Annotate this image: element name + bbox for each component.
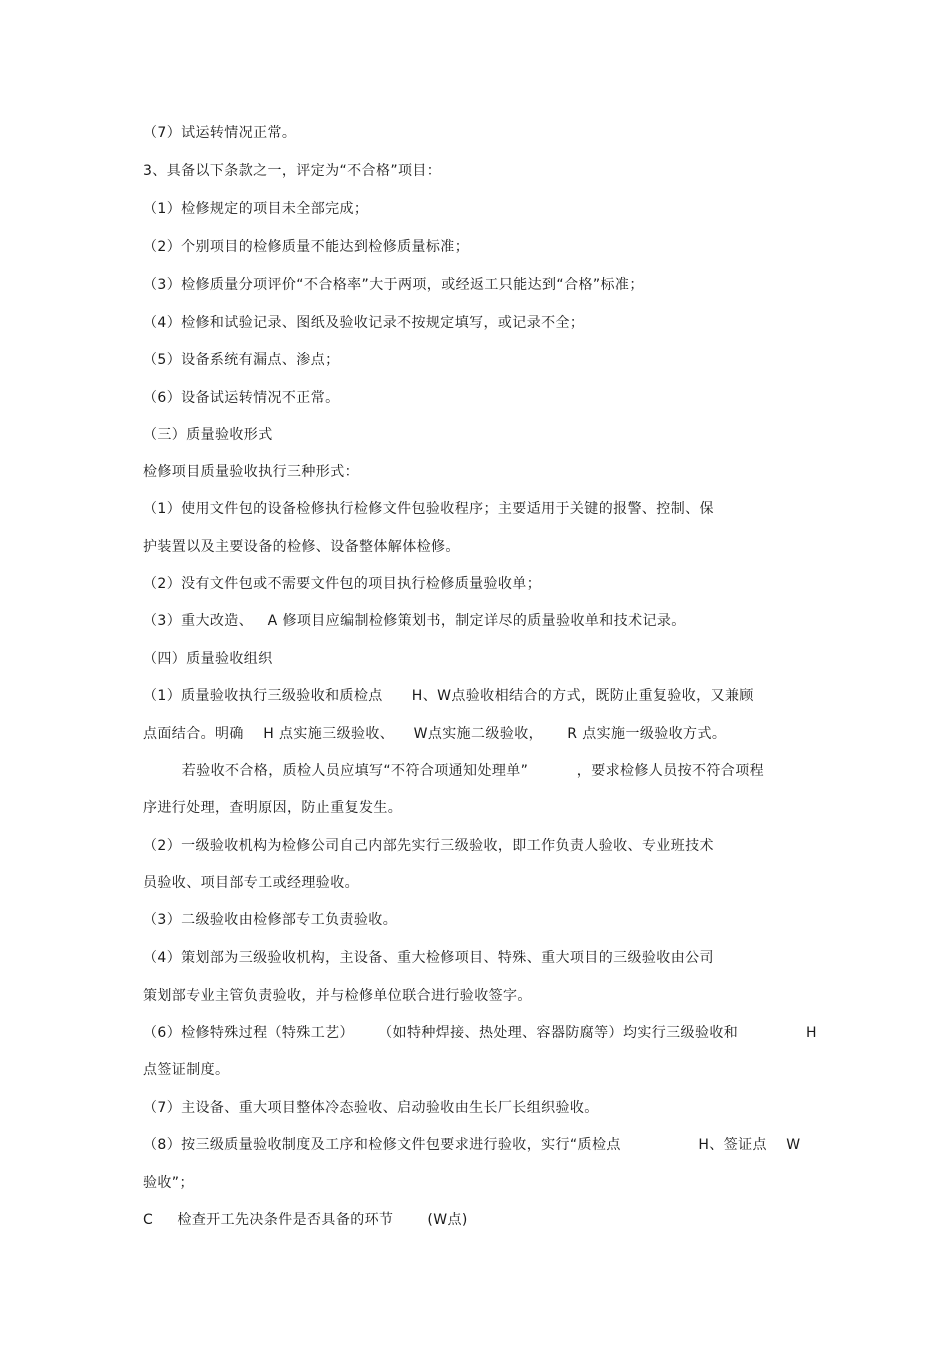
- paragraph-line: （3）二级验收由检修部专工负责验收。: [143, 912, 398, 928]
- paragraph-line: （7）试运转情况正常。: [143, 125, 297, 141]
- paragraph-line: （6）设备试运转情况不正常。: [143, 390, 340, 406]
- section-heading: （三）质量验收形式: [143, 427, 273, 443]
- paragraph-line: （5）设备系统有漏点、渗点；: [143, 352, 340, 368]
- paragraph-line: （7）主设备、重大项目整体冷态验收、启动验收由生长厂长组织验收。: [143, 1100, 599, 1116]
- paragraph-line: （6）检修特殊过程（特殊工艺） （如特种焊接、热处理、容器防腐等）均实行三级验收和 H: [143, 1025, 817, 1041]
- paragraph-line: 3、具备以下条款之一，评定为“不合格”项目：: [143, 163, 442, 179]
- paragraph-line: 策划部专业主管负责验收，并与检修单位联合进行验收签字。: [143, 988, 532, 1004]
- paragraph-line: （3）检修质量分项评价“不合格率”大于两项，或经返工只能达到“合格”标准；: [143, 277, 644, 293]
- paragraph-line: 若验收不合格，质检人员应填写“不符合项通知处理单” ，要求检修人员按不符合项程: [143, 763, 765, 779]
- paragraph-line: （4）检修和试验记录、图纸及验收记录不按规定填写，或记录不全；: [143, 315, 585, 331]
- paragraph-line: （1）检修规定的项目未全部完成；: [143, 201, 369, 217]
- paragraph-line: （3）重大改造、 A 修项目应编制检修策划书，制定详尽的质量验收单和技术记录。: [143, 613, 686, 629]
- paragraph-line: C 检查开工先决条件是否具备的环节 (W点): [143, 1212, 468, 1228]
- paragraph-line: （4）策划部为三级验收机构，主设备、重大检修项目、特殊、重大项目的三级验收由公司: [143, 950, 714, 966]
- paragraph-line: （2）个别项目的检修质量不能达到检修质量标准；: [143, 239, 470, 255]
- paragraph-line: 序进行处理，查明原因，防止重复发生。: [143, 800, 403, 816]
- paragraph-line: （2）一级验收机构为检修公司自己内部先实行三级验收，即工作负责人验收、专业班技术: [143, 838, 714, 854]
- paragraph-line: 验收”；: [143, 1175, 194, 1191]
- section-heading: （四）质量验收组织: [143, 651, 273, 667]
- paragraph-line: 检修项目质量验收执行三种形式：: [143, 464, 359, 480]
- paragraph-line: （1）使用文件包的设备检修执行检修文件包验收程序；主要适用于关键的报警、控制、保: [143, 501, 714, 517]
- paragraph-line: （2）没有文件包或不需要文件包的项目执行检修质量验收单；: [143, 576, 542, 592]
- paragraph-line: （1）质量验收执行三级验收和质检点 H、W点验收相结合的方式，既防止重复验收，又兼顾: [143, 688, 754, 704]
- paragraph-line: 员验收、项目部专工或经理验收。: [143, 875, 359, 891]
- paragraph-line: 点面结合。明确 H 点实施三级验收、 W点实施二级验收， R 点实施一级验收方式。: [143, 726, 727, 742]
- paragraph-line: （8）按三级质量验收制度及工序和检修文件包要求进行验收，实行“质检点 H、签证点 W: [143, 1137, 801, 1153]
- paragraph-line: 护装置以及主要设备的检修、设备整体解体检修。: [143, 539, 460, 555]
- paragraph-line: 点签证制度。: [143, 1062, 230, 1078]
